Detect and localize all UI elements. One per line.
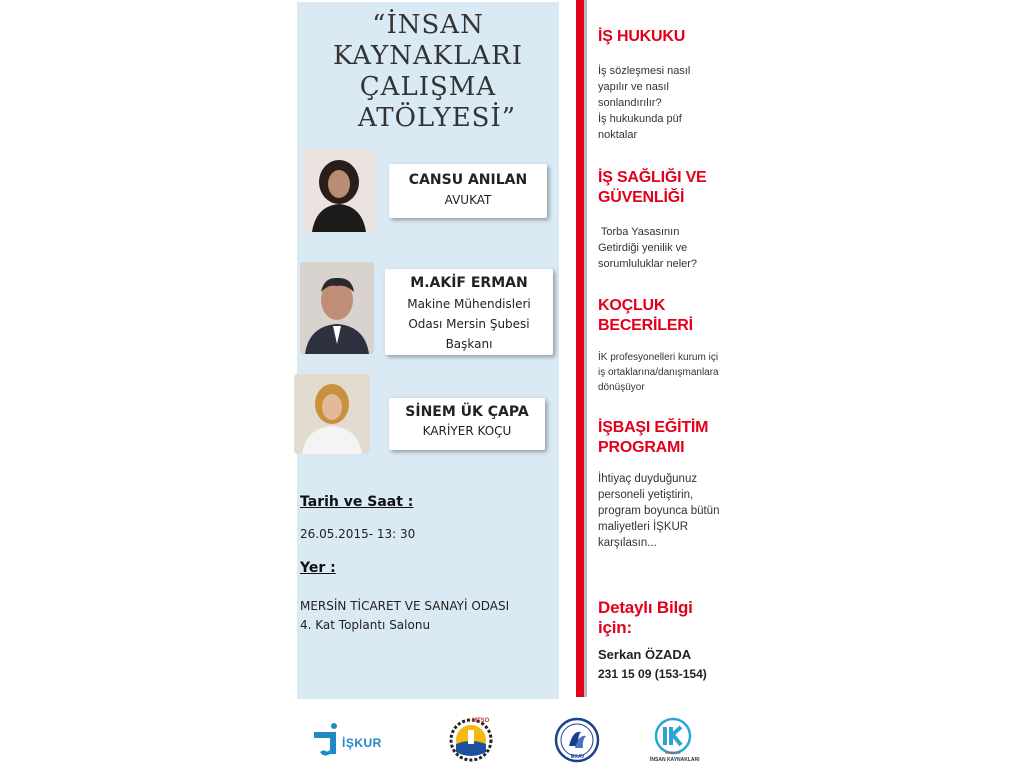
text-line: maliyetleri İŞKUR: [598, 521, 689, 533]
section-heading-isg: [598, 168, 707, 208]
text-line: personeli yetiştirin,: [598, 489, 694, 501]
text-line: program boyunca bütün: [598, 505, 720, 517]
speaker-name: SİNEM ÜK ÇAPA: [405, 404, 529, 420]
title-line-3: ÇALIŞMA: [359, 72, 497, 102]
mtso-logo-text: MTSO: [472, 718, 490, 724]
section-heading-is-hukuku: [598, 27, 685, 47]
person-photo-icon: [300, 262, 374, 354]
contact-name: Serkan ÖZADA: [598, 647, 692, 662]
text-line: İş hukukunda püf: [598, 113, 682, 125]
speaker-name: CANSU ANILAN: [408, 172, 528, 188]
ik-logo-sub: MERSİN: [665, 750, 681, 755]
speaker-photo-sinem: [294, 374, 370, 454]
text-line: sonlandırılır?: [598, 97, 662, 109]
heading-line: İŞ SAĞLIĞI VE: [598, 169, 707, 186]
contact-phone: 231 15 09 (153-154): [598, 667, 707, 681]
event-title: [297, 10, 559, 134]
section-text-is-hukuku: [598, 63, 728, 143]
ekav-logo: [553, 716, 601, 764]
mtso-logo: [448, 716, 494, 764]
place-line-2: 4. Kat Toplantı Salonu: [300, 618, 431, 632]
ik-logo: [648, 716, 698, 766]
text-line: Getirdiği yenilik ve: [598, 242, 688, 254]
text-line: Torba Yasasının: [598, 226, 680, 238]
red-divider: [576, 0, 584, 697]
text-line: İK profesyonelleri kurum içi: [598, 352, 719, 363]
event-panel: [297, 2, 559, 699]
heading-line: Detaylı Bilgi: [598, 598, 693, 617]
heading-line: İŞ HUKUKU: [598, 28, 686, 45]
person-photo-icon: [294, 374, 370, 454]
heading-line: GÜVENLİĞİ: [598, 189, 685, 206]
speaker-role: KARİYER KOÇU: [422, 424, 512, 438]
speaker-role: AVUKAT: [444, 193, 492, 207]
person-photo-icon: [302, 150, 376, 232]
contact-heading: [598, 598, 693, 638]
heading-line: için:: [598, 618, 632, 637]
text-line: karşılasın...: [598, 537, 657, 549]
heading-line: BECERİLERİ: [598, 317, 693, 334]
title-line-1: “İNSAN: [372, 10, 484, 40]
speaker-photo-akif: [300, 262, 374, 354]
speaker-name: M.AKİF ERMAN: [410, 275, 528, 291]
section-text-kocluk: [598, 350, 728, 395]
text-line: İş sözleşmesi nasıl: [598, 65, 691, 77]
section-text-isbasi: [598, 471, 728, 551]
speaker-card-cansu: [389, 164, 547, 218]
place-line-1: MERSİN TİCARET VE SANAYİ ODASI: [300, 599, 510, 613]
place-label: Yer :: [300, 560, 336, 576]
ekav-logo-text: EKAV: [571, 754, 585, 760]
text-line: yapılır ve nasıl: [598, 81, 669, 93]
heading-line: KOÇLUK: [598, 297, 666, 314]
section-heading-isbasi: [598, 418, 708, 458]
speaker-role-line: Odası Mersin Şubesi: [408, 317, 530, 331]
title-line-4: ATÖLYESİ”: [357, 103, 517, 133]
speaker-role-line: Başkanı: [445, 337, 493, 351]
section-heading-kocluk: [598, 296, 693, 336]
ik-logo-text: İNSAN KAYNAKLARI: [650, 757, 700, 763]
text-line: İhtiyaç duyduğunuz: [598, 473, 698, 485]
iskur-logo: [312, 722, 404, 762]
date-label: Tarih ve Saat :: [300, 494, 414, 510]
speaker-card-akif: [385, 269, 553, 355]
text-line: sorumluluklar neler?: [598, 258, 698, 270]
text-line: noktalar: [598, 129, 638, 141]
iskur-logo-text: İŞKUR: [342, 736, 382, 750]
speaker-photo-cansu: [302, 150, 376, 232]
date-value: 26.05.2015- 13: 30: [300, 527, 416, 541]
speaker-role-line: Makine Mühendisleri: [407, 297, 531, 311]
heading-line: PROGRAMI: [598, 439, 685, 456]
text-line: iş ortaklarına/danışmanlara: [598, 367, 719, 378]
title-line-2: KAYNAKLARI: [332, 41, 524, 71]
section-text-isg: [598, 224, 728, 272]
text-line: dönüşüyor: [598, 382, 645, 393]
speaker-card-sinem: [389, 398, 545, 450]
divider-shadow: [584, 0, 587, 697]
heading-line: İŞBAŞI EĞİTİM: [598, 419, 709, 436]
